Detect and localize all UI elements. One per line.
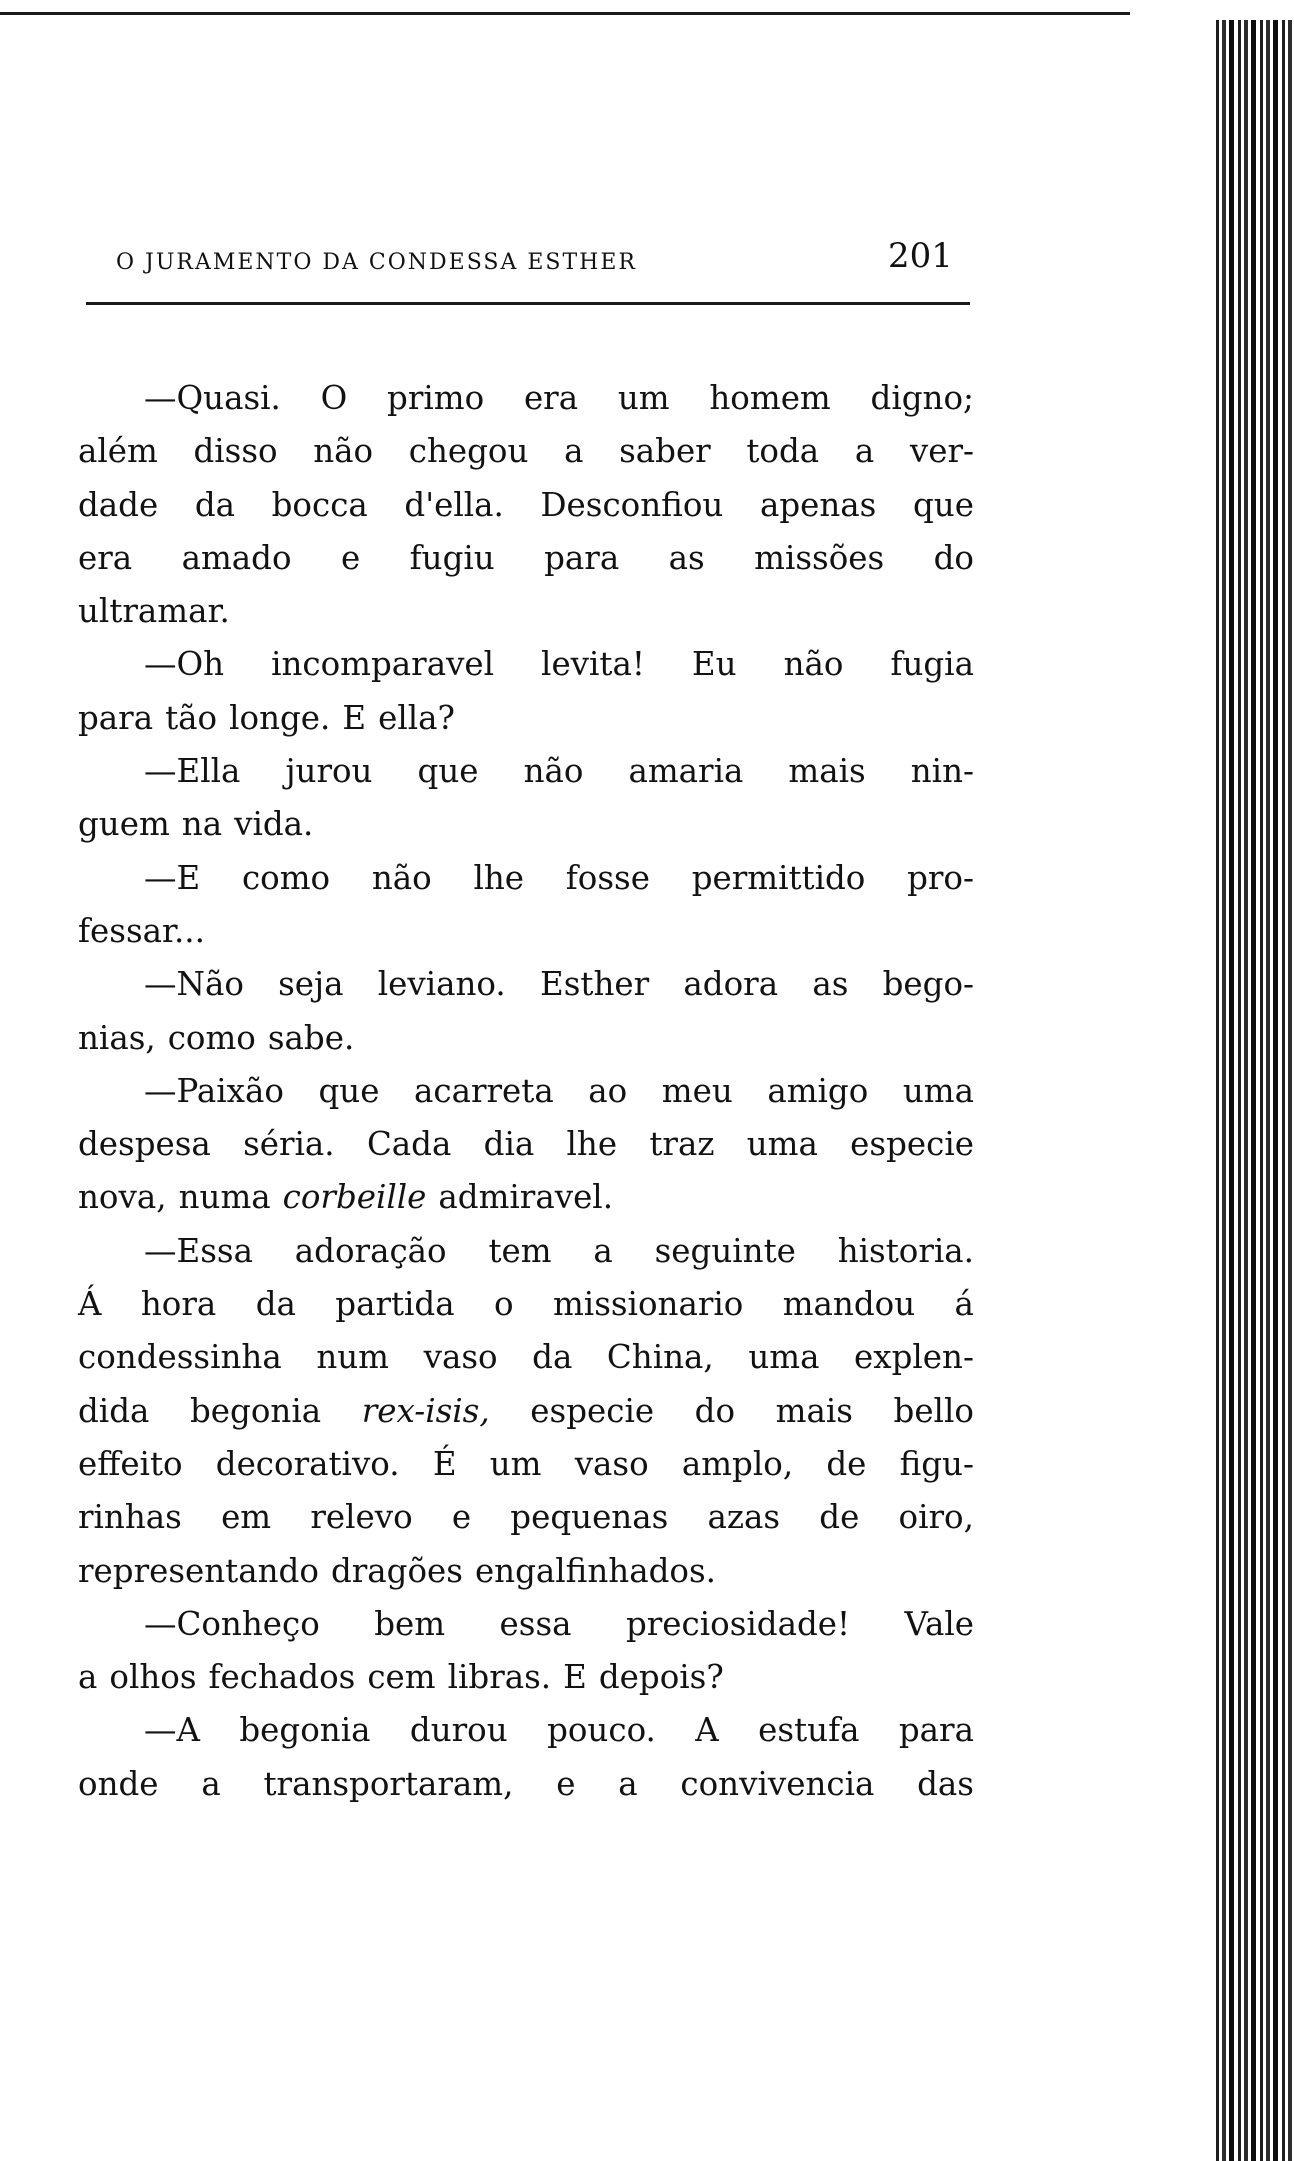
- text-line: [78, 1704, 974, 1757]
- word: leviano.: [377, 965, 506, 1004]
- word: a: [618, 1764, 638, 1803]
- text-line: [78, 1225, 974, 1278]
- word: —A: [144, 1711, 200, 1750]
- word: digno;: [870, 379, 974, 417]
- text-line: [78, 1598, 974, 1651]
- word: para: [544, 538, 620, 577]
- word: disso: [193, 432, 278, 471]
- word: explen-: [854, 1338, 974, 1377]
- word: Esther: [540, 965, 650, 1004]
- text-line: [78, 1491, 974, 1544]
- word: do: [933, 538, 974, 577]
- word: e: [556, 1764, 576, 1803]
- word: á: [954, 1285, 974, 1324]
- word: —Ella: [144, 752, 241, 791]
- word: —Quasi.: [144, 379, 281, 417]
- word: pro-: [907, 858, 974, 897]
- word: representando: [78, 1551, 319, 1590]
- word: a: [854, 432, 875, 471]
- word: uma: [746, 1125, 818, 1164]
- word: não: [313, 432, 374, 471]
- text-line: [78, 1385, 974, 1438]
- word: depois?: [598, 1658, 724, 1697]
- word: durou: [409, 1711, 508, 1750]
- word: begonia: [239, 1711, 371, 1750]
- text-line: [78, 1438, 974, 1491]
- top-edge-rule: [0, 12, 1130, 15]
- word: effeito: [78, 1444, 183, 1483]
- word: especie: [850, 1125, 974, 1164]
- body-text: [78, 372, 974, 1811]
- word: um: [489, 1444, 542, 1483]
- word: e: [340, 538, 361, 577]
- text-line: [78, 958, 974, 1011]
- word: E: [563, 1658, 587, 1697]
- word: a: [201, 1764, 221, 1803]
- word: fosse: [565, 858, 650, 897]
- word: azas: [707, 1498, 781, 1537]
- word: admiravel.: [438, 1178, 614, 1217]
- word: além: [78, 432, 158, 471]
- word: bello: [893, 1391, 974, 1430]
- text-line: [78, 585, 974, 638]
- word: libras.: [447, 1658, 552, 1697]
- word: partida: [335, 1285, 455, 1324]
- word: ver-: [909, 432, 974, 471]
- text-line: [78, 692, 974, 745]
- word: longe.: [229, 698, 331, 737]
- word: a: [593, 1231, 613, 1270]
- text-line: [78, 1545, 974, 1598]
- word: bego-: [882, 965, 974, 1004]
- word: ao: [588, 1071, 628, 1110]
- word: corbeille: [282, 1178, 427, 1217]
- word: acarreta: [414, 1071, 554, 1110]
- word: fugiu: [409, 538, 495, 577]
- word: na: [181, 805, 223, 844]
- word: era: [78, 538, 133, 577]
- word: —E: [144, 858, 201, 897]
- page-number: 201: [888, 236, 953, 276]
- text-line: [78, 1651, 974, 1704]
- word: vaso: [574, 1444, 649, 1483]
- word: dragões: [330, 1551, 463, 1590]
- word: historia.: [837, 1231, 974, 1270]
- word: —Oh: [144, 645, 225, 684]
- word: num: [316, 1338, 389, 1377]
- word: saber: [619, 432, 711, 471]
- word: mais: [788, 752, 866, 791]
- word: d'ella.: [404, 485, 504, 524]
- word: missionario: [552, 1285, 744, 1324]
- word: vida.: [234, 805, 314, 844]
- word: seguinte: [654, 1231, 796, 1270]
- word: relevo: [310, 1498, 413, 1537]
- word: uma: [902, 1071, 974, 1110]
- word: É: [432, 1444, 457, 1483]
- word: levita!: [541, 645, 645, 684]
- text-line: [78, 479, 974, 532]
- word: que: [912, 485, 974, 524]
- word: begonia: [189, 1391, 322, 1430]
- word: seja: [278, 965, 344, 1004]
- word: convivencia: [680, 1764, 875, 1803]
- word: em: [221, 1498, 272, 1537]
- word: onde: [78, 1764, 159, 1803]
- word: permittido: [691, 858, 866, 897]
- word: rinhas: [78, 1498, 182, 1537]
- word: fechados: [208, 1658, 356, 1697]
- word: fugia: [890, 645, 974, 684]
- text-line: [78, 532, 974, 585]
- text-line: [78, 1278, 974, 1331]
- word: guem: [78, 805, 170, 844]
- word: apenas: [759, 485, 877, 524]
- word: chegou: [408, 432, 529, 471]
- word: como: [167, 1018, 256, 1057]
- word: uma: [748, 1338, 820, 1377]
- word: a: [564, 432, 584, 471]
- word: do: [694, 1391, 736, 1430]
- word: tão: [165, 698, 218, 737]
- word: hora: [140, 1285, 217, 1324]
- word: —Não: [144, 965, 244, 1004]
- word: Desconfiou: [540, 485, 724, 524]
- word: as: [812, 965, 849, 1004]
- word: essa: [499, 1604, 572, 1643]
- text-line: [78, 905, 974, 958]
- word: pouco.: [547, 1711, 656, 1750]
- text-line: [78, 638, 974, 691]
- word: incomparavel: [271, 645, 495, 684]
- word: para: [78, 698, 154, 737]
- word: da: [255, 1285, 296, 1324]
- word: o: [494, 1285, 514, 1324]
- word: tem: [488, 1231, 552, 1270]
- word: amplo,: [681, 1444, 794, 1483]
- word: séria.: [243, 1125, 335, 1164]
- word: nin-: [910, 752, 974, 791]
- word: amigo: [767, 1071, 869, 1110]
- word: que: [318, 1071, 380, 1110]
- word: transportaram,: [263, 1764, 514, 1803]
- word: —Conheço: [144, 1604, 320, 1643]
- word: numa: [178, 1178, 271, 1217]
- word: dade: [78, 485, 159, 524]
- text-line: [78, 852, 974, 905]
- text-line: [78, 1171, 974, 1224]
- word: um: [617, 379, 670, 417]
- word: nias,: [78, 1018, 156, 1057]
- word: como: [241, 858, 331, 897]
- word: nova,: [78, 1178, 167, 1217]
- text-line: [78, 1118, 974, 1171]
- word: amado: [181, 538, 292, 577]
- word: dida: [78, 1391, 150, 1430]
- word: era: [523, 379, 579, 417]
- word: decorativo.: [215, 1444, 400, 1483]
- word: missões: [754, 538, 885, 577]
- word: bem: [374, 1604, 446, 1643]
- word: traz: [649, 1125, 715, 1164]
- text-line: [78, 425, 974, 478]
- word: —Essa: [144, 1231, 253, 1270]
- word: da: [532, 1338, 573, 1377]
- word: —Paixão: [144, 1071, 284, 1110]
- word: mais: [775, 1391, 853, 1430]
- word: não: [523, 752, 584, 791]
- word: olhos: [109, 1658, 197, 1697]
- word: oiro,: [898, 1498, 974, 1537]
- word: cem: [367, 1658, 436, 1697]
- word: especie: [530, 1391, 655, 1430]
- word: bocca: [271, 485, 368, 524]
- word: despesa: [78, 1125, 211, 1164]
- text-line: [78, 372, 974, 425]
- header-rule: [86, 302, 970, 305]
- word: pequenas: [510, 1498, 669, 1537]
- word: homem: [709, 379, 831, 417]
- word: a: [78, 1658, 98, 1697]
- word: meu: [661, 1071, 733, 1110]
- text-line: [78, 1331, 974, 1384]
- word: Eu: [691, 645, 737, 684]
- word: adoração: [294, 1231, 447, 1270]
- word: ultramar.: [78, 592, 230, 631]
- word: as: [668, 538, 705, 577]
- word: jurou: [285, 752, 373, 791]
- word: não: [371, 858, 432, 897]
- word: dia: [483, 1125, 535, 1164]
- word: lhe: [473, 858, 525, 897]
- word: não: [783, 645, 844, 684]
- text-line: [78, 798, 974, 851]
- word: sabe.: [267, 1018, 355, 1057]
- word: que: [417, 752, 479, 791]
- word: O: [320, 379, 348, 417]
- word: fessar...: [78, 911, 205, 950]
- word: preciosidade!: [625, 1604, 851, 1643]
- word: da: [194, 485, 236, 524]
- word: das: [917, 1764, 974, 1803]
- text-line: [78, 1012, 974, 1065]
- word: lhe: [566, 1125, 618, 1164]
- word: rex-isis,: [361, 1391, 490, 1430]
- word: figu-: [899, 1444, 974, 1483]
- word: e: [451, 1498, 472, 1537]
- word: ella?: [378, 698, 455, 737]
- word: Cada: [366, 1125, 452, 1164]
- word: China,: [606, 1338, 714, 1377]
- word: vaso: [423, 1338, 498, 1377]
- word: E: [342, 698, 367, 737]
- word: A: [695, 1711, 719, 1750]
- word: para: [898, 1711, 974, 1750]
- word: condessinha: [78, 1338, 282, 1377]
- word: engalfinhados.: [474, 1551, 716, 1590]
- text-line: [78, 1758, 974, 1811]
- word: toda: [746, 432, 820, 471]
- word: de: [826, 1444, 867, 1483]
- word: amaria: [628, 752, 744, 791]
- text-line: [78, 1065, 974, 1118]
- word: estufa: [758, 1711, 860, 1750]
- word: Á: [78, 1285, 102, 1324]
- running-title: O JURAMENTO DA CONDESSA ESTHER: [116, 250, 637, 275]
- word: de: [819, 1498, 860, 1537]
- text-line: [78, 745, 974, 798]
- word: mandou: [782, 1285, 916, 1324]
- binding-edge: [1216, 20, 1294, 2161]
- word: Vale: [904, 1604, 974, 1643]
- word: adora: [683, 965, 779, 1004]
- word: primo: [387, 379, 485, 417]
